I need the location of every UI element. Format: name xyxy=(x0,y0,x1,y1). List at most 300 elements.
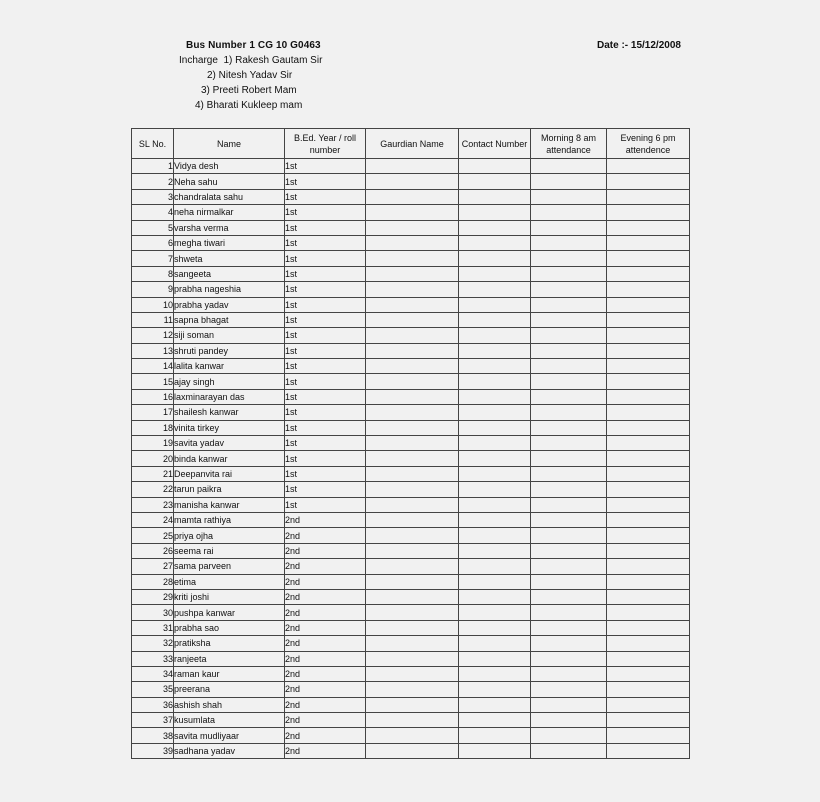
contact-number-cell xyxy=(459,528,531,543)
evening-attendance-cell xyxy=(607,482,690,497)
evening-attendance-cell xyxy=(607,636,690,651)
morning-attendance-cell xyxy=(531,713,607,728)
guardian-name-cell xyxy=(366,405,459,420)
sl-no-cell: 5 xyxy=(132,220,174,235)
table-row xyxy=(132,651,690,666)
evening-attendance-cell xyxy=(607,605,690,620)
date-label: Date :- 15/12/2008 xyxy=(597,40,681,51)
bed-year-cell: 2nd xyxy=(285,651,366,666)
morning-attendance-cell xyxy=(531,589,607,604)
guardian-name-cell xyxy=(366,697,459,712)
contact-number-cell xyxy=(459,389,531,404)
student-name-cell: megha tiwari xyxy=(174,235,285,250)
table-row xyxy=(132,189,690,204)
table-row xyxy=(132,543,690,558)
morning-attendance-cell xyxy=(531,605,607,620)
contact-number-cell xyxy=(459,743,531,758)
evening-attendance-cell xyxy=(607,466,690,481)
sl-no-cell: 2 xyxy=(132,174,174,189)
guardian-name-cell xyxy=(366,512,459,527)
guardian-name-cell xyxy=(366,466,459,481)
student-name-cell: Vidya desh xyxy=(174,159,285,174)
student-name-cell: binda kanwar xyxy=(174,451,285,466)
student-name-cell: varsha verma xyxy=(174,220,285,235)
guardian-name-cell xyxy=(366,220,459,235)
morning-attendance-cell xyxy=(531,266,607,281)
bed-year-cell: 2nd xyxy=(285,728,366,743)
guardian-name-cell xyxy=(366,482,459,497)
guardian-name-cell xyxy=(366,605,459,620)
evening-attendance-cell xyxy=(607,497,690,512)
bed-year-cell: 2nd xyxy=(285,620,366,635)
student-name-cell: ranjeeta xyxy=(174,651,285,666)
morning-attendance-cell xyxy=(531,374,607,389)
evening-attendance-cell xyxy=(607,297,690,312)
guardian-name-cell xyxy=(366,543,459,558)
incharge-line-3: 3) Preeti Robert Mam xyxy=(201,85,297,96)
contact-number-cell xyxy=(459,666,531,681)
table-row xyxy=(132,666,690,681)
sl-no-cell: 28 xyxy=(132,574,174,589)
evening-attendance-cell xyxy=(607,574,690,589)
contact-number-cell xyxy=(459,205,531,220)
guardian-name-cell xyxy=(366,282,459,297)
guardian-name-cell xyxy=(366,743,459,758)
column-header-bed-year: B.Ed. Year / roll number xyxy=(285,129,366,159)
contact-number-cell xyxy=(459,312,531,327)
evening-attendance-cell xyxy=(607,651,690,666)
table-row xyxy=(132,220,690,235)
contact-number-cell xyxy=(459,436,531,451)
table-row xyxy=(132,312,690,327)
sl-no-cell: 37 xyxy=(132,713,174,728)
bed-year-cell: 1st xyxy=(285,297,366,312)
bed-year-cell: 1st xyxy=(285,343,366,358)
evening-attendance-cell xyxy=(607,359,690,374)
evening-attendance-cell xyxy=(607,266,690,281)
sl-no-cell: 8 xyxy=(132,266,174,281)
morning-attendance-cell xyxy=(531,482,607,497)
bed-year-cell: 1st xyxy=(285,312,366,327)
table-row xyxy=(132,636,690,651)
sl-no-cell: 22 xyxy=(132,482,174,497)
evening-attendance-cell xyxy=(607,235,690,250)
sl-no-cell: 6 xyxy=(132,235,174,250)
bed-year-cell: 1st xyxy=(285,159,366,174)
student-name-cell: manisha kanwar xyxy=(174,497,285,512)
sl-no-cell: 29 xyxy=(132,589,174,604)
student-name-cell: ajay singh xyxy=(174,374,285,389)
morning-attendance-cell xyxy=(531,528,607,543)
table-row xyxy=(132,728,690,743)
student-name-cell: shailesh kanwar xyxy=(174,405,285,420)
guardian-name-cell xyxy=(366,436,459,451)
bed-year-cell: 1st xyxy=(285,282,366,297)
bed-year-cell: 1st xyxy=(285,328,366,343)
student-name-cell: savita yadav xyxy=(174,436,285,451)
sl-no-cell: 35 xyxy=(132,682,174,697)
sl-no-cell: 21 xyxy=(132,466,174,481)
sl-no-cell: 34 xyxy=(132,666,174,681)
table-body xyxy=(132,159,690,759)
contact-number-cell xyxy=(459,512,531,527)
sl-no-cell: 27 xyxy=(132,559,174,574)
sl-no-cell: 7 xyxy=(132,251,174,266)
contact-number-cell xyxy=(459,543,531,558)
guardian-name-cell xyxy=(366,266,459,281)
morning-attendance-cell xyxy=(531,282,607,297)
morning-attendance-cell xyxy=(531,420,607,435)
sl-no-cell: 15 xyxy=(132,374,174,389)
sl-no-cell: 10 xyxy=(132,297,174,312)
table-row xyxy=(132,359,690,374)
contact-number-cell xyxy=(459,482,531,497)
evening-attendance-cell xyxy=(607,343,690,358)
contact-number-cell xyxy=(459,374,531,389)
incharge-line-2: 2) Nitesh Yadav Sir xyxy=(207,70,293,81)
morning-attendance-cell xyxy=(531,312,607,327)
evening-attendance-cell xyxy=(607,159,690,174)
sl-no-cell: 12 xyxy=(132,328,174,343)
bed-year-cell: 2nd xyxy=(285,666,366,681)
contact-number-cell xyxy=(459,713,531,728)
contact-number-cell xyxy=(459,189,531,204)
evening-attendance-cell xyxy=(607,512,690,527)
guardian-name-cell xyxy=(366,389,459,404)
guardian-name-cell xyxy=(366,343,459,358)
morning-attendance-cell xyxy=(531,682,607,697)
student-name-cell: Neha sahu xyxy=(174,174,285,189)
evening-attendance-cell xyxy=(607,697,690,712)
morning-attendance-cell xyxy=(531,359,607,374)
column-header-guardian-name: Gaurdian Name xyxy=(366,129,459,159)
bed-year-cell: 2nd xyxy=(285,528,366,543)
contact-number-cell xyxy=(459,159,531,174)
evening-attendance-cell xyxy=(607,405,690,420)
contact-number-cell xyxy=(459,466,531,481)
sl-no-cell: 13 xyxy=(132,343,174,358)
table-row xyxy=(132,235,690,250)
guardian-name-cell xyxy=(366,174,459,189)
evening-attendance-cell xyxy=(607,312,690,327)
table-row xyxy=(132,574,690,589)
morning-attendance-cell xyxy=(531,543,607,558)
guardian-name-cell xyxy=(366,159,459,174)
table-row xyxy=(132,266,690,281)
morning-attendance-cell xyxy=(531,205,607,220)
student-name-cell: sama parveen xyxy=(174,559,285,574)
contact-number-cell xyxy=(459,697,531,712)
morning-attendance-cell xyxy=(531,697,607,712)
evening-attendance-cell xyxy=(607,251,690,266)
contact-number-cell xyxy=(459,620,531,635)
morning-attendance-cell xyxy=(531,512,607,527)
contact-number-cell xyxy=(459,328,531,343)
student-name-cell: preerana xyxy=(174,682,285,697)
bed-year-cell: 2nd xyxy=(285,743,366,758)
bed-year-cell: 2nd xyxy=(285,589,366,604)
sl-no-cell: 26 xyxy=(132,543,174,558)
bed-year-cell: 1st xyxy=(285,405,366,420)
sl-no-cell: 19 xyxy=(132,436,174,451)
sl-no-cell: 23 xyxy=(132,497,174,512)
evening-attendance-cell xyxy=(607,328,690,343)
morning-attendance-cell xyxy=(531,436,607,451)
bed-year-cell: 1st xyxy=(285,374,366,389)
guardian-name-cell xyxy=(366,297,459,312)
sl-no-cell: 11 xyxy=(132,312,174,327)
guardian-name-cell xyxy=(366,420,459,435)
contact-number-cell xyxy=(459,605,531,620)
morning-attendance-cell xyxy=(531,497,607,512)
bed-year-cell: 1st xyxy=(285,205,366,220)
evening-attendance-cell xyxy=(607,666,690,681)
guardian-name-cell xyxy=(366,620,459,635)
table-row xyxy=(132,436,690,451)
student-name-cell: tarun paikra xyxy=(174,482,285,497)
morning-attendance-cell xyxy=(531,189,607,204)
table-row xyxy=(132,528,690,543)
bed-year-cell: 2nd xyxy=(285,605,366,620)
table-row xyxy=(132,251,690,266)
column-header-morning-attendance: Morning 8 am attendance xyxy=(531,129,607,159)
bed-year-cell: 1st xyxy=(285,466,366,481)
table-row xyxy=(132,405,690,420)
morning-attendance-cell xyxy=(531,328,607,343)
sl-no-cell: 39 xyxy=(132,743,174,758)
morning-attendance-cell xyxy=(531,220,607,235)
contact-number-cell xyxy=(459,574,531,589)
table-row xyxy=(132,559,690,574)
guardian-name-cell xyxy=(366,374,459,389)
bed-year-cell: 1st xyxy=(285,266,366,281)
sl-no-cell: 4 xyxy=(132,205,174,220)
evening-attendance-cell xyxy=(607,389,690,404)
bed-year-cell: 1st xyxy=(285,220,366,235)
bed-year-cell: 1st xyxy=(285,189,366,204)
bed-year-cell: 2nd xyxy=(285,682,366,697)
guardian-name-cell xyxy=(366,559,459,574)
contact-number-cell xyxy=(459,343,531,358)
guardian-name-cell xyxy=(366,205,459,220)
table-row xyxy=(132,343,690,358)
bed-year-cell: 1st xyxy=(285,235,366,250)
guardian-name-cell xyxy=(366,636,459,651)
contact-number-cell xyxy=(459,359,531,374)
student-name-cell: kusumlata xyxy=(174,713,285,728)
student-name-cell: prabha sao xyxy=(174,620,285,635)
sl-no-cell: 25 xyxy=(132,528,174,543)
table-row xyxy=(132,620,690,635)
student-name-cell: sadhana yadav xyxy=(174,743,285,758)
sl-no-cell: 16 xyxy=(132,389,174,404)
sl-no-cell: 3 xyxy=(132,189,174,204)
contact-number-cell xyxy=(459,251,531,266)
guardian-name-cell xyxy=(366,713,459,728)
table-row xyxy=(132,420,690,435)
bed-year-cell: 1st xyxy=(285,359,366,374)
evening-attendance-cell xyxy=(607,420,690,435)
morning-attendance-cell xyxy=(531,466,607,481)
bed-year-cell: 2nd xyxy=(285,697,366,712)
student-name-cell: raman kaur xyxy=(174,666,285,681)
morning-attendance-cell xyxy=(531,728,607,743)
morning-attendance-cell xyxy=(531,559,607,574)
contact-number-cell xyxy=(459,405,531,420)
student-name-cell: laxminarayan das xyxy=(174,389,285,404)
evening-attendance-cell xyxy=(607,682,690,697)
morning-attendance-cell xyxy=(531,743,607,758)
evening-attendance-cell xyxy=(607,743,690,758)
contact-number-cell xyxy=(459,266,531,281)
table-header-row xyxy=(132,129,690,159)
sl-no-cell: 36 xyxy=(132,697,174,712)
column-header-name: Name xyxy=(174,129,285,159)
table-row xyxy=(132,589,690,604)
guardian-name-cell xyxy=(366,651,459,666)
evening-attendance-cell xyxy=(607,205,690,220)
table-row xyxy=(132,512,690,527)
student-name-cell: pratiksha xyxy=(174,636,285,651)
morning-attendance-cell xyxy=(531,405,607,420)
evening-attendance-cell xyxy=(607,728,690,743)
table-row xyxy=(132,697,690,712)
sl-no-cell: 18 xyxy=(132,420,174,435)
table-row xyxy=(132,297,690,312)
student-name-cell: shruti pandey xyxy=(174,343,285,358)
morning-attendance-cell xyxy=(531,297,607,312)
contact-number-cell xyxy=(459,682,531,697)
bed-year-cell: 1st xyxy=(285,497,366,512)
guardian-name-cell xyxy=(366,451,459,466)
student-name-cell: Deepanvita rai xyxy=(174,466,285,481)
evening-attendance-cell xyxy=(607,559,690,574)
student-name-cell: mamta rathiya xyxy=(174,512,285,527)
bed-year-cell: 1st xyxy=(285,482,366,497)
evening-attendance-cell xyxy=(607,543,690,558)
bed-year-cell: 1st xyxy=(285,389,366,404)
student-name-cell: kriti joshi xyxy=(174,589,285,604)
student-name-cell: etima xyxy=(174,574,285,589)
contact-number-cell xyxy=(459,174,531,189)
incharge-line-4: 4) Bharati Kukleep mam xyxy=(195,100,303,111)
table-row xyxy=(132,328,690,343)
contact-number-cell xyxy=(459,297,531,312)
column-header-contact-number: Contact Number xyxy=(459,129,531,159)
contact-number-cell xyxy=(459,235,531,250)
bed-year-cell: 1st xyxy=(285,451,366,466)
contact-number-cell xyxy=(459,589,531,604)
student-name-cell: siji soman xyxy=(174,328,285,343)
bed-year-cell: 2nd xyxy=(285,713,366,728)
student-name-cell: pushpa kanwar xyxy=(174,605,285,620)
contact-number-cell xyxy=(459,728,531,743)
bus-number-title: Bus Number 1 CG 10 G0463 xyxy=(186,40,321,51)
evening-attendance-cell xyxy=(607,220,690,235)
bed-year-cell: 1st xyxy=(285,251,366,266)
bed-year-cell: 1st xyxy=(285,420,366,435)
bed-year-cell: 2nd xyxy=(285,543,366,558)
guardian-name-cell xyxy=(366,528,459,543)
evening-attendance-cell xyxy=(607,451,690,466)
table-row xyxy=(132,389,690,404)
sl-no-cell: 32 xyxy=(132,636,174,651)
sl-no-cell: 24 xyxy=(132,512,174,527)
evening-attendance-cell xyxy=(607,713,690,728)
evening-attendance-cell xyxy=(607,174,690,189)
table-row xyxy=(132,282,690,297)
contact-number-cell xyxy=(459,451,531,466)
student-name-cell: lalita kanwar xyxy=(174,359,285,374)
student-name-cell: ashish shah xyxy=(174,697,285,712)
student-name-cell: neha nirmalkar xyxy=(174,205,285,220)
table-row xyxy=(132,605,690,620)
morning-attendance-cell xyxy=(531,174,607,189)
morning-attendance-cell xyxy=(531,651,607,666)
morning-attendance-cell xyxy=(531,389,607,404)
sl-no-cell: 30 xyxy=(132,605,174,620)
guardian-name-cell xyxy=(366,666,459,681)
sl-no-cell: 17 xyxy=(132,405,174,420)
student-name-cell: prabha nageshia xyxy=(174,282,285,297)
student-name-cell: priya ojha xyxy=(174,528,285,543)
guardian-name-cell xyxy=(366,359,459,374)
evening-attendance-cell xyxy=(607,589,690,604)
bed-year-cell: 2nd xyxy=(285,574,366,589)
sl-no-cell: 9 xyxy=(132,282,174,297)
incharge-line-1: Incharge 1) Rakesh Gautam Sir xyxy=(179,55,323,66)
guardian-name-cell xyxy=(366,235,459,250)
sl-no-cell: 38 xyxy=(132,728,174,743)
evening-attendance-cell xyxy=(607,620,690,635)
morning-attendance-cell xyxy=(531,451,607,466)
bed-year-cell: 2nd xyxy=(285,559,366,574)
contact-number-cell xyxy=(459,497,531,512)
column-header-evening-attendance: Evening 6 pm attendence xyxy=(607,129,690,159)
contact-number-cell xyxy=(459,636,531,651)
table-row xyxy=(132,374,690,389)
table-row xyxy=(132,451,690,466)
contact-number-cell xyxy=(459,420,531,435)
student-name-cell: shweta xyxy=(174,251,285,266)
student-name-cell: sangeeta xyxy=(174,266,285,281)
bed-year-cell: 2nd xyxy=(285,512,366,527)
sl-no-cell: 20 xyxy=(132,451,174,466)
guardian-name-cell xyxy=(366,251,459,266)
table-row xyxy=(132,174,690,189)
guardian-name-cell xyxy=(366,574,459,589)
evening-attendance-cell xyxy=(607,374,690,389)
sl-no-cell: 1 xyxy=(132,159,174,174)
attendance-table xyxy=(131,128,690,759)
guardian-name-cell xyxy=(366,728,459,743)
evening-attendance-cell xyxy=(607,436,690,451)
table-row xyxy=(132,682,690,697)
guardian-name-cell xyxy=(366,312,459,327)
student-name-cell: seema rai xyxy=(174,543,285,558)
student-name-cell: chandralata sahu xyxy=(174,189,285,204)
table-row xyxy=(132,713,690,728)
morning-attendance-cell xyxy=(531,159,607,174)
morning-attendance-cell xyxy=(531,251,607,266)
sl-no-cell: 33 xyxy=(132,651,174,666)
table-row xyxy=(132,497,690,512)
evening-attendance-cell xyxy=(607,282,690,297)
bed-year-cell: 2nd xyxy=(285,636,366,651)
morning-attendance-cell xyxy=(531,620,607,635)
student-name-cell: vinita tirkey xyxy=(174,420,285,435)
column-header-sl-no: SL No. xyxy=(132,129,174,159)
